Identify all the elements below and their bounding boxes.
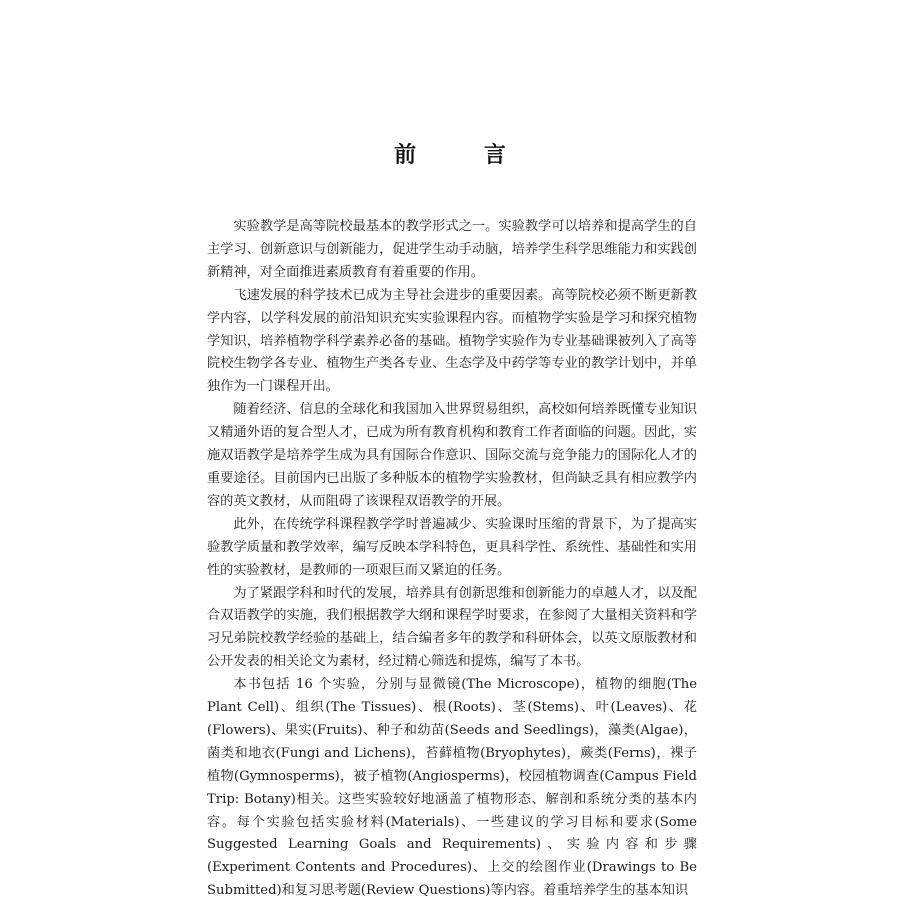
paragraph-4: 此外，在传统学科课程教学学时普遍减少、实验课时压缩的背景下，为了提高实验教学质量和教学效率，编写反映本学科特色，更具科学性、系统性、基础性和实用性的实验教材，是教师的一项艰巨而又紧迫的任务。 — [207, 516, 697, 578]
paragraph-5: 为了紧跟学科和时代的发展，培养具有创新思维和创新能力的卓越人才，以及配合双语教学的实施，我们根据教学大纲和课程学时要求，在参阅了大量相关资料和学习兄弟院校教学经验的基础上，结合编者多年的教学和科研体会，以英文原版教材和公开发表的相关论文为素材，经过精心筛选和提炼，编写了本书。 — [207, 585, 697, 670]
paragraph-6: 本书包括 16 个实验，分别与显微镜(The Microscope)，植物的细胞(The Plant Cell)、组织(The Tissues)、根(Roots)、茎(Stems)、叶(Leaves)、花(Flowers)、果实(Fruits)、种子和幼苗(Seeds and Seedlings)，藻类(Algae)，菌类和地衣(Fungi and Lichens)，苔藓植物(Bryophytes)，蕨类(Ferns)，裸子植物(Gymnosperms)，被子植物(Angiosperms)，校园植物调查(Campus Field Trip: Botany)相关。这些实验较好地涵盖了植物形态、解剖和系统分类的基本内容。每个实验包括实验材料(Materials)、一些建议的学习目标和要求(Some Suggested Learning Goals and Requirements)、实验内容和步骤(Experiment Contents and Procedures)、上交的绘图作业(Drawings to Be Submitted)和复习思考题(Review Questions)等内容。着重培养学生的基本知识 — [207, 677, 697, 899]
paragraph-3: 随着经济、信息的全球化和我国加入世界贸易组织，高校如何培养既懂专业知识又精通外语的复合型人才，已成为所有教育机构和教育工作者面临的问题。因此，实施双语教学是培养学生成为具有国际合作意识、国际交流与竞争能力的国际化人才的重要途径。目前国内已出版了多种版本的植物学实验教材，但尚缺乏具有相应教学内容的英文教材，从而阻碍了该课程双语教学的开展。 — [207, 402, 697, 509]
paragraph-2: 飞速发展的科学技术已成为主导社会进步的重要因素。高等院校必须不断更新教学内容，以学科发展的前沿知识充实实验课程内容。而植物学实验是学习和探究植物学知识，培养植物学科学素养必备的基础。植物学实验作为专业基础课被列入了高等院校生物学各专业、植物生产类各专业、生态学及中药学等专业的教学计划中，并单独作为一门课程开出。 — [207, 287, 697, 395]
page-title: 前 言 — [394, 142, 536, 168]
preface-body — [207, 216, 697, 900]
paragraph-1: 实验教学是高等院校最基本的教学形式之一。实验教学可以培养和提高学生的自主学习、创新意识与创新能力，促进学生动手动脑，培养学生科学思维能力和实践创新精神，对全面推进素质教育有着重要的作用。 — [207, 219, 697, 280]
